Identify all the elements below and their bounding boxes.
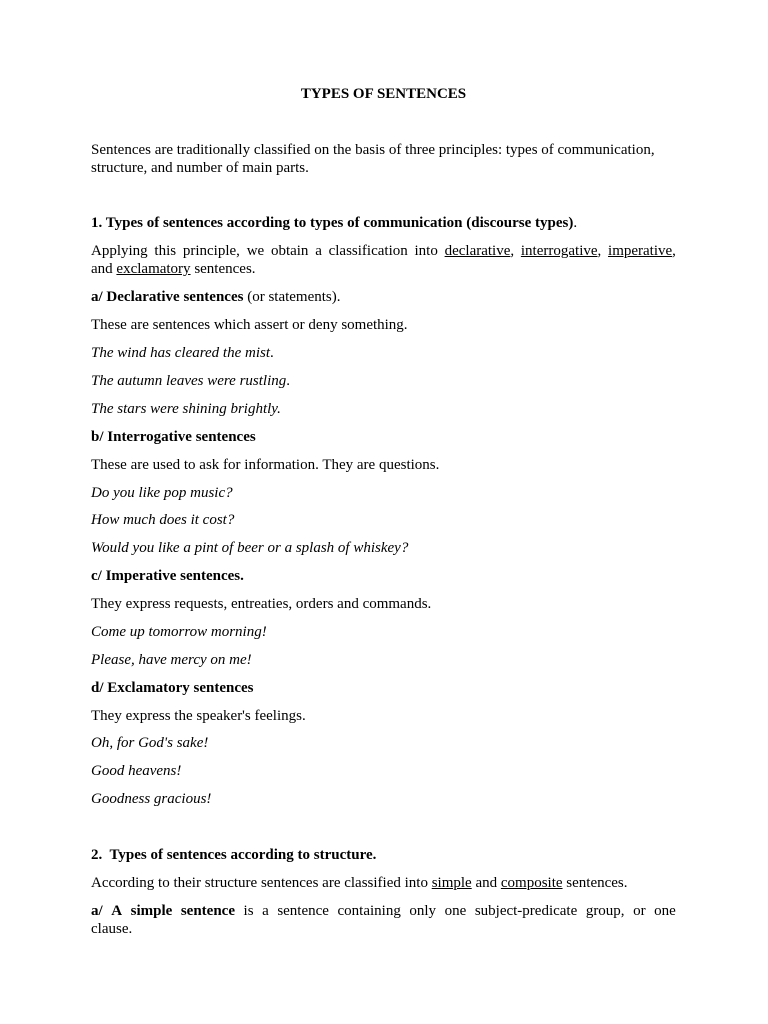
interrogative-example: Would you like a pint of beer or a splash of whiskey? bbox=[91, 540, 409, 556]
exclamatory-example: Oh, for God's sake! bbox=[91, 735, 209, 751]
section-2-para: According to their structure sentences are classified into simple and composite sentences. bbox=[91, 875, 628, 891]
intro-line-1: Sentences are traditionally classified on the basis of three principles: types of communication, bbox=[91, 142, 655, 158]
term-imperative: imperative bbox=[608, 243, 673, 259]
interrogative-example: How much does it cost? bbox=[91, 512, 235, 528]
simple-sentence-line-1: a/ A simple sentence is a sentence containing only one subject-predicate group, or one bbox=[91, 903, 676, 919]
term-simple: simple bbox=[431, 875, 472, 891]
exclamatory-heading: d/ Exclamatory sentences bbox=[91, 680, 254, 696]
para-word-applying: Applying bbox=[91, 243, 148, 259]
term-declarative: declarative bbox=[444, 243, 511, 259]
declarative-example: The autumn leaves were rustling. bbox=[91, 373, 291, 389]
simple-sentence-line-2: clause. bbox=[91, 921, 133, 937]
imperative-heading: c/ Imperative sentences. bbox=[91, 568, 244, 584]
imperative-example: Please, have mercy on me! bbox=[91, 652, 252, 668]
document-page bbox=[91, 0, 676, 1024]
document-title: TYPES OF SENTENCES bbox=[300, 86, 467, 102]
exclamatory-example: Goodness gracious! bbox=[91, 791, 212, 807]
intro-line-2: structure, and number of main parts. bbox=[91, 160, 309, 176]
imperative-example: Come up tomorrow morning! bbox=[91, 624, 267, 640]
imperative-description: They express requests, entreaties, orders and commands. bbox=[91, 596, 432, 612]
section-1-heading bbox=[91, 214, 676, 232]
declarative-example: The wind has cleared the mist. bbox=[91, 345, 274, 361]
interrogative-example: Do you like pop music? bbox=[91, 485, 233, 501]
declarative-heading: a/ Declarative sentences (or statements). bbox=[91, 289, 341, 305]
section-1-heading-text: 1. Types of sentences according to types of communication (discourse types) bbox=[91, 215, 574, 231]
section-1-heading-period: . bbox=[573, 215, 578, 231]
exclamatory-example: Good heavens! bbox=[91, 763, 182, 779]
term-exclamatory: exclamatory bbox=[116, 261, 191, 277]
declarative-example: The stars were shining brightly. bbox=[91, 401, 281, 417]
section-1-para-line-1: Applying this principle, we obtain a classification into declarative, interrogative, imperative, bbox=[91, 243, 676, 259]
term-composite: composite bbox=[500, 875, 563, 891]
section-2-heading: 2. Types of sentences according to structure. bbox=[91, 847, 377, 863]
section-1-para-line-2: and exclamatory sentences. bbox=[91, 261, 256, 277]
term-interrogative: interrogative bbox=[520, 243, 598, 259]
interrogative-heading: b/ Interrogative sentences bbox=[91, 429, 256, 445]
interrogative-description: These are used to ask for information. They are questions. bbox=[91, 457, 440, 473]
declarative-description: These are sentences which assert or deny something. bbox=[91, 317, 408, 333]
exclamatory-description: They express the speaker's feelings. bbox=[91, 708, 306, 724]
